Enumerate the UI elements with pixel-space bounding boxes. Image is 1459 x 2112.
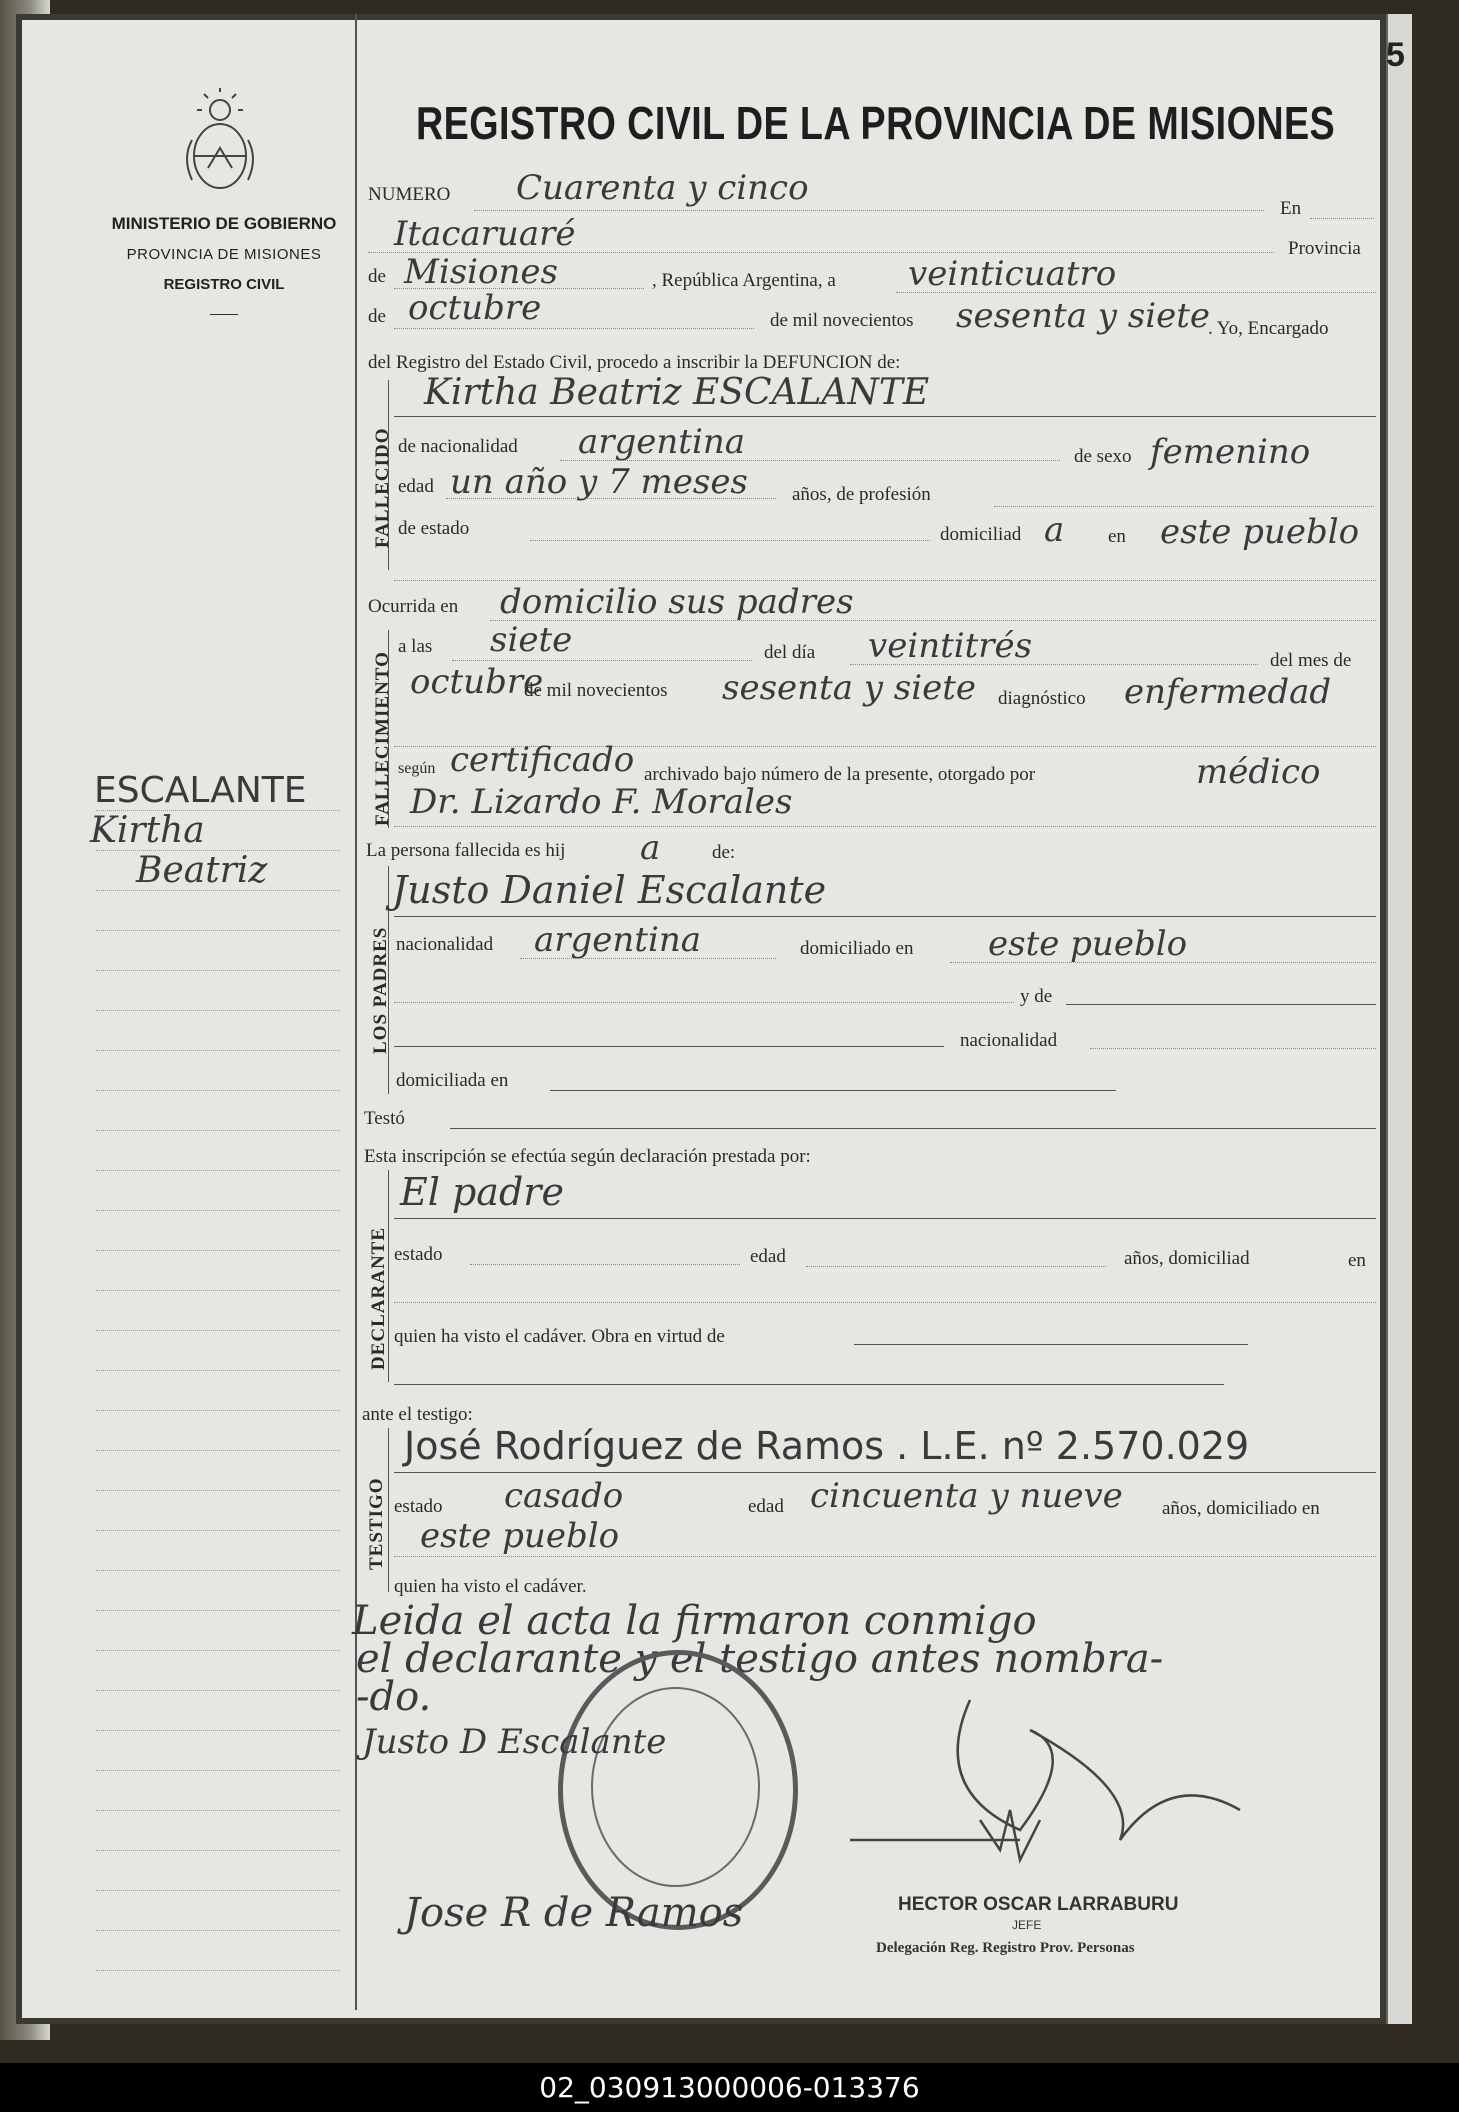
ruled-line: [96, 1050, 340, 1051]
domiciliad-label: domiciliad: [940, 524, 1022, 545]
testigo-estado-value: casado: [504, 1476, 624, 1516]
testigo-domicilio-value: este pueblo: [420, 1516, 620, 1556]
testigo-section-label: TESTIGO: [366, 1477, 387, 1570]
testigo-anos-label: años, domiciliado en: [1162, 1498, 1320, 1519]
month-value: octubre: [408, 288, 542, 328]
mil-label: de mil novecientos: [524, 680, 668, 701]
ruled-line: [96, 970, 340, 971]
ocurrida-value: domicilio sus padres: [500, 582, 854, 622]
coat-of-arms-icon: [180, 88, 260, 200]
de-label: de: [368, 266, 386, 287]
en-label-2: en: [1108, 526, 1126, 547]
ruled-line: [96, 1010, 340, 1011]
testigo-signature: Jose R de Ramos: [404, 1890, 744, 1936]
deceased-name: Kirtha Beatriz ESCALANTE: [424, 372, 930, 413]
domiciliada-label: domiciliada en: [396, 1070, 509, 1091]
ruled-line: [96, 850, 340, 851]
closing-line-1: Leida el acta la firmaron conmigo: [352, 1598, 1037, 1644]
testigo-name: José Rodríguez de Ramos . L.E. nº 2.570.029: [404, 1424, 1250, 1468]
declarante-signature: Justo D Escalante: [362, 1722, 667, 1762]
day-value: veinticuatro: [908, 254, 1117, 294]
page-title: REGISTRO CIVIL DE LA PROVINCIA DE MISIONES: [416, 97, 1336, 149]
certificado-value: certificado: [450, 740, 635, 780]
declarante-edad-label: edad: [750, 1246, 786, 1267]
testo-label: Testó: [364, 1108, 405, 1129]
ruled-line: [96, 1490, 340, 1491]
domicilio-value: este pueblo: [1160, 512, 1360, 552]
de2-label: de: [368, 306, 386, 327]
ruled-line: [96, 1850, 340, 1851]
republica-label: , República Argentina, a: [652, 270, 836, 291]
page-number: 5: [1386, 36, 1405, 74]
procedo-label: del Registro del Estado Civil, procedo a inscribir la DEFUNCION de:: [368, 352, 901, 373]
sexo-label: de sexo: [1074, 446, 1132, 467]
margin-given-name-2: Beatriz: [136, 850, 268, 891]
edad-label: edad: [398, 476, 434, 497]
ruled-line: [96, 1250, 340, 1251]
ruled-line: [96, 1810, 340, 1811]
nacionalidad-label: de nacionalidad: [398, 436, 518, 457]
fallecimiento-section-label: FALLECIMIENTO: [372, 651, 393, 826]
diagnostico-value: enfermedad: [1124, 672, 1332, 712]
nacionalidad-value: argentina: [578, 422, 746, 462]
padres-nacionalidad-value: argentina: [534, 920, 702, 960]
encargado-label: . Yo, Encargado: [1208, 318, 1329, 339]
doctor-value: Dr. Lizardo F. Morales: [410, 782, 793, 822]
hija-label-1: La persona fallecida es hij: [366, 840, 566, 861]
declarante-visto-label: quien ha visto el cadáver. Obra en virtud de: [394, 1326, 725, 1347]
domiciliad-value: a: [1044, 510, 1065, 550]
official-title: JEFE: [1012, 1918, 1042, 1932]
official-signature-scribble: [820, 1690, 1280, 1900]
ruled-line: [96, 1330, 340, 1331]
ruled-line: [96, 1690, 340, 1691]
ruled-line: [96, 1570, 340, 1571]
year-label: de mil novecientos: [770, 310, 914, 331]
anos-profesion-label: años, de profesión: [792, 484, 931, 505]
y-de-label: y de: [1020, 986, 1053, 1007]
edad-value: un año y 7 meses: [450, 462, 748, 502]
ruled-line: [96, 1410, 340, 1411]
ruled-line: [96, 1970, 340, 1971]
padres-nacionalidad-label: nacionalidad: [396, 934, 494, 955]
diagnostico-label: diagnóstico: [998, 688, 1086, 709]
ruled-line: [96, 1290, 340, 1291]
declarante-en-label: en: [1348, 1250, 1366, 1271]
domiciliado-label: domiciliado en: [800, 938, 914, 959]
anio-value: sesenta y siete: [722, 668, 977, 708]
dia-label: del día: [764, 642, 816, 663]
ocurrida-label: Ocurrida en: [368, 596, 459, 617]
province-value: Misiones: [404, 252, 558, 292]
ruled-line: [96, 1930, 340, 1931]
ruled-line: [96, 1650, 340, 1651]
ruled-line: [96, 1090, 340, 1091]
ruled-line: [96, 1130, 340, 1131]
ministry-name: MINISTERIO DE GOBIERNO: [111, 214, 337, 233]
segun-label: según: [398, 760, 436, 777]
padres-section-label: LOS PADRES: [370, 926, 391, 1054]
closing-line-3: -do.: [356, 1674, 432, 1720]
domiciliado-value: este pueblo: [988, 924, 1188, 964]
declarante-name: El padre: [400, 1170, 564, 1214]
official-name: HECTOR OSCAR LARRABURU: [898, 1894, 1179, 1915]
hija-value: a: [640, 828, 661, 868]
nacionalidad2-label: nacionalidad: [960, 1030, 1058, 1051]
ruled-line: [96, 1170, 340, 1171]
ruled-line: [96, 930, 340, 931]
hora-value: siete: [490, 620, 573, 660]
hija-label-2: de:: [712, 842, 736, 863]
divider: [210, 314, 238, 315]
ante-testigo-label: ante el testigo:: [362, 1404, 473, 1425]
ruled-line: [96, 1610, 340, 1611]
mes-label: del mes de: [1270, 650, 1352, 671]
archivado-label: archivado bajo número de la presente, otorgado por: [644, 764, 1036, 785]
margin-given-name-1: Kirtha: [90, 810, 205, 851]
registry-name: REGISTRO CIVIL: [163, 276, 285, 293]
testigo-estado-label: estado: [394, 1496, 443, 1517]
testigo-edad-label: edad: [748, 1496, 784, 1517]
ruled-line: [96, 1370, 340, 1371]
father-name: Justo Daniel Escalante: [392, 868, 827, 912]
ruled-line: [96, 1730, 340, 1731]
image-id-caption: 02_030913000006-013376: [0, 2063, 1459, 2112]
testigo-edad-value: cincuenta y nueve: [810, 1476, 1123, 1516]
official-office: Delegación Reg. Registro Prov. Personas: [876, 1940, 1135, 1956]
estado-label: de estado: [398, 518, 470, 539]
official-stamp: [558, 1650, 798, 1930]
mes-value: octubre: [410, 662, 544, 702]
declarante-anos-label: años, domiciliad: [1124, 1248, 1250, 1269]
ruled-line: [96, 810, 340, 811]
sexo-value: femenino: [1150, 432, 1311, 472]
provincia-label: Provincia: [1288, 238, 1361, 259]
ruled-line: [96, 890, 340, 891]
numero-value: Cuarenta y cinco: [516, 168, 809, 208]
dia-value: veintitrés: [868, 626, 1033, 666]
otorgado-value: médico: [1196, 752, 1321, 792]
left-margin-column: [60, 14, 357, 2010]
closing-line-2: el declarante y el testigo antes nombra-: [356, 1636, 1164, 1682]
ruled-line: [96, 1450, 340, 1451]
ruled-line: [96, 1210, 340, 1211]
inscripcion-label: Esta inscripción se efectúa según declaración prestada por:: [364, 1146, 811, 1167]
page-edge: [1386, 14, 1412, 2024]
numero-label: NUMERO: [368, 184, 451, 205]
ruled-line: [96, 1770, 340, 1771]
locality-value: Itacaruaré: [394, 214, 576, 254]
fallecido-section-label: FALLECIDO: [372, 427, 393, 548]
ruled-line: [96, 1530, 340, 1531]
declarante-estado-label: estado: [394, 1244, 443, 1265]
en-label: En: [1280, 198, 1302, 219]
province-name: PROVINCIA DE MISIONES: [126, 246, 322, 263]
year-value: sesenta y siete: [956, 296, 1211, 336]
declarante-section-label: DECLARANTE: [368, 1226, 389, 1370]
margin-surname: ESCALANTE: [94, 770, 307, 811]
ruled-line: [96, 1890, 340, 1891]
alas-label: a las: [398, 636, 433, 657]
testigo-visto-label: quien ha visto el cadáver.: [394, 1576, 587, 1597]
